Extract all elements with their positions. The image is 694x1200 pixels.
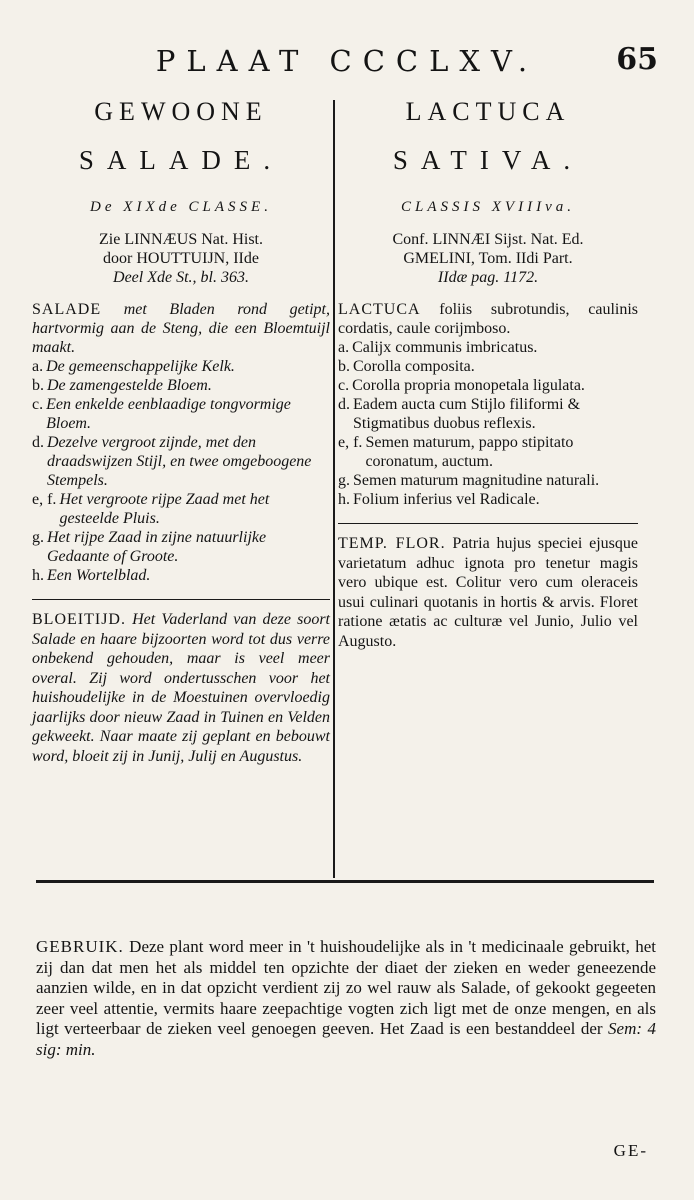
figure-item [338,490,638,509]
plate-title: PLAAT CCCLXV. [155,44,539,78]
figure-item-text: Een Wortelblad. [47,567,151,584]
latin-lead-text: foliis subrotundis, caulinis cordatis, caule corijmboso. [338,301,638,337]
latin-class: CLASSIS XVIIIva. [401,199,575,215]
dutch-flowering-label: BLOEITIJD. [32,611,126,628]
dutch-ref-line2: door HOUTTUIJN, IIde [103,250,259,267]
figure-item-label: a. [338,339,350,356]
usage-text: Deze plant word meer in 't huishoudelijke als in 't medicinaale gebruikt, het zij dan dat men het als middel ten opzichte der diaet der zieken en weder geneezende aanzien wilde, en in dat opzicht verdient zij zo wel rauw als Salade, of gekookt gegeeten zeer veel attentie, vermits haare zeepachtige vogten zich ligt met de onze mengen, en als ligt verteerbaar de zieken veel genoegen geeven. Het Zaad is een bestanddeel der [36,937,656,1038]
dutch-name-line1: GEWOONE [94,97,268,126]
column-divider [333,100,335,878]
figure-item [32,357,330,376]
dutch-lead-label: SALADE [32,301,102,318]
figure-item-text: Het rijpe Zaad in zijne natuurlijke Gedaante of Groote. [47,529,267,565]
latin-name-line2: SATIVA. [392,145,584,175]
dutch-ref-line3: Deel Xde St., bl. 363. [113,269,249,286]
figure-item [338,471,638,490]
figure-item [32,566,330,585]
figure-item-label: e, f. [338,434,363,451]
page-header [0,44,694,84]
figure-item-text: Semen maturum magnitudine naturali. [353,472,600,489]
figure-item [338,376,638,395]
figure-item-label: d. [338,396,350,413]
figure-item-text: Corolla composita. [353,358,475,375]
usage-paragraph [36,937,656,1060]
dutch-section-divider [32,599,330,600]
figure-item-label: e, f. [32,491,57,508]
dutch-figure-list [32,357,330,585]
figure-item-text: Het vergroote rijpe Zaad met het gesteelde Pluis. [59,491,270,527]
figure-item-label: c. [338,377,350,394]
latin-reference [338,230,638,290]
figure-item-text: De zamengestelde Bloem. [47,377,212,394]
figure-item-text: De gemeenschappelijke Kelk. [46,358,235,375]
latin-flowering-label: TEMP. FLOR. [338,535,446,552]
figure-item-text: Semen maturum, pappo stipitato coronatum, auctum. [365,434,574,470]
figure-item [338,338,638,357]
figure-item-text: Eadem aucta cum Stijlo filiformi & Stigmatibus duobus reflexis. [353,396,581,432]
dutch-lead-text: met Bladen rond getipt, hartvormig aan de Steng, die een Bloemtuijl maakt. [32,301,331,356]
usage-reference: Sem: 4 sig: min. [36,1019,656,1059]
catchword: GE- [613,1141,648,1160]
latin-section-divider [338,523,638,524]
dutch-ref-line1: Zie LINNÆUS Nat. Hist. [99,231,263,248]
dutch-class: De XIXde CLASSE. [90,199,272,215]
figure-item-text: Calijx communis imbricatus. [352,339,538,356]
figure-item-label: h. [32,567,44,584]
figure-item [32,433,330,490]
figure-item [338,395,638,433]
figure-item [338,357,638,376]
figure-item-text: Folium inferius vel Radicale. [353,491,540,508]
figure-item-text: Corolla propria monopetala ligulata. [352,377,585,394]
footer-rule [36,880,654,883]
figure-item-label: a. [32,358,44,375]
latin-column [338,92,638,651]
figure-item [32,528,330,566]
dutch-flowering-text: Het Vaderland van deze soort Salade en haare bijzoorten word tot dus verre onbekend gehouden, maar is veel meer overal. Zij word ondertusschen voor het huishoudelijke in de Moestuinen overvloedig jaarlijks door nieuw Zaad in Tuinen en Velden gekweekt. Naar maate zij geplant en bebouwt word, bloeit zij in Junij, Julij en Augustus. [32,611,330,765]
figure-item-label: d. [32,434,44,451]
dutch-description [32,300,330,585]
figure-item-label: c. [32,396,44,413]
latin-figure-list [338,338,638,509]
figure-item-text: Dezelve vergroot zijnde, met den draadswijzen Stijl, en twee omgeboogene Stempels. [47,434,312,489]
latin-lead [338,300,638,338]
figure-item-text: Een enkelde eenblaadige tongvormige Bloem. [46,396,291,432]
latin-lead-label: LACTUCA [338,301,421,318]
dutch-lead [32,300,330,357]
figure-item [32,490,330,528]
usage-label: GEBRUIK. [36,937,124,956]
dutch-flowering [32,610,330,766]
latin-flowering [338,534,638,651]
latin-ref-line1: Conf. LINNÆI Sijst. Nat. Ed. [392,231,584,248]
latin-ref-line3: IIdæ pag. 1172. [437,269,539,286]
dutch-reference [32,230,330,290]
dutch-column [32,92,330,766]
figure-item-label: h. [338,491,350,508]
page-number: 65 [616,42,658,77]
figure-item [32,376,330,395]
figure-item [32,395,330,433]
figure-item-label: g. [338,472,350,489]
dutch-name-line2: SALADE. [78,145,284,175]
figure-item-label: b. [32,377,44,394]
latin-flowering-text: Patria hujus speciei ejusque varietatum adhuc ignota pro tenetur magis vero ubique est. Colitur vero cum oleraceis usui culinari quotanis in hortis & arvis. Floret ratione ætatis ac culturæ vel Junio, Julio vel Augusto. [338,535,638,650]
figure-item [338,433,638,471]
latin-ref-line2: GMELINI, Tom. IIdi Part. [403,250,573,267]
figure-item-label: g. [32,529,44,546]
latin-description [338,300,638,509]
figure-item-label: b. [338,358,350,375]
latin-name-line1: LACTUCA [405,97,571,126]
